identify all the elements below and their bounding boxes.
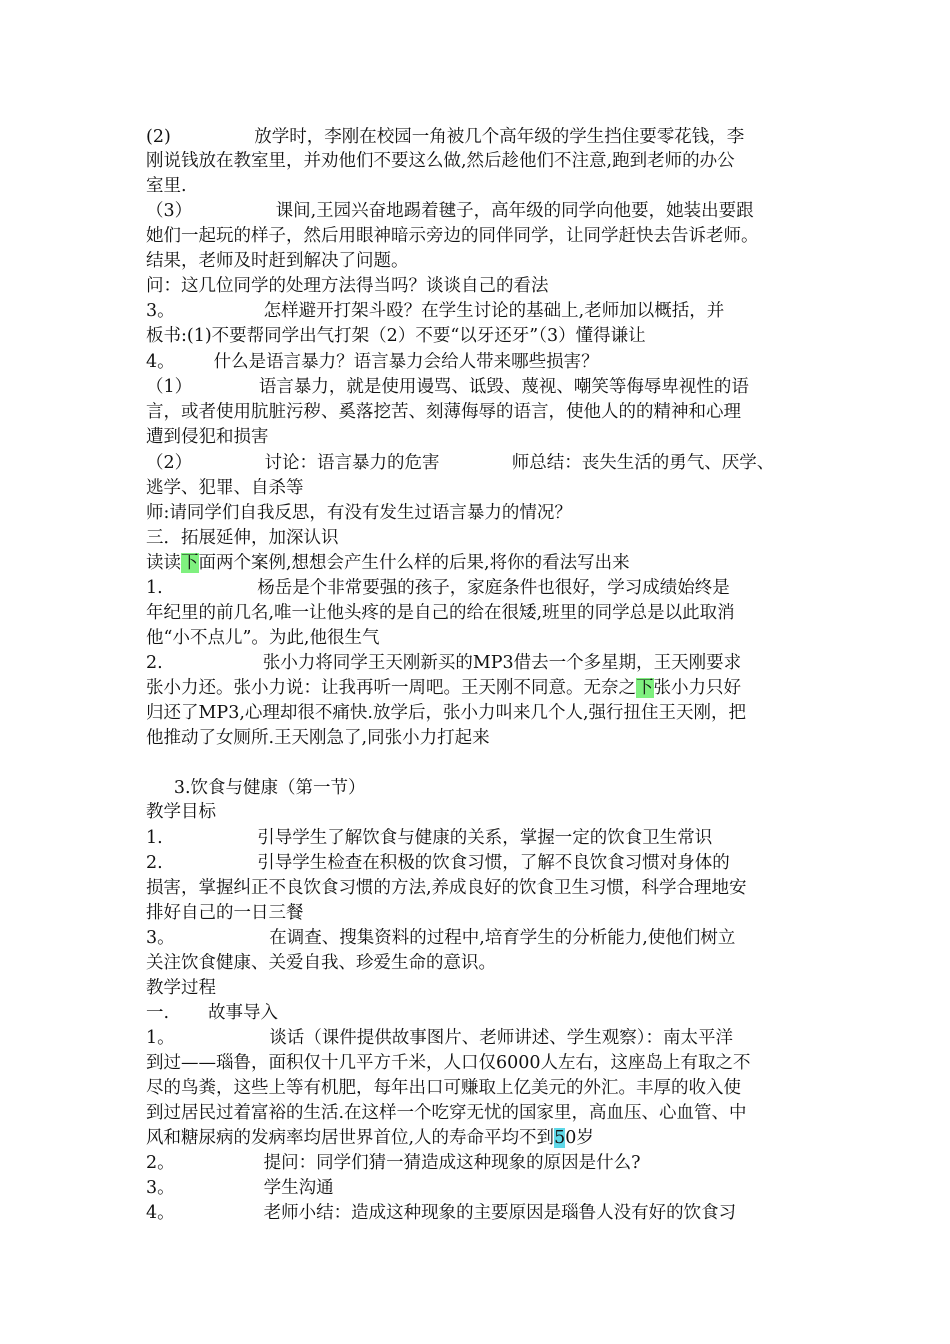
- text-line: [146, 1176, 334, 1200]
- text-line: [146, 601, 735, 625]
- line-text: 损害，掌握纠正不良饮食习惯的方法,养成良好的饮食卫生习惯，科学合理地安: [146, 878, 747, 898]
- line-text: 2。 提问：同学们猜一猜造成这种现象的原因是什么?: [146, 1153, 641, 1173]
- line-text: 3.饮食与健康（第一节）: [146, 778, 366, 798]
- text-line: [146, 1126, 594, 1150]
- line-text: 3。 怎样避开打架斗殴？在学生讨论的基础上,老师加以概括，并: [146, 301, 725, 321]
- line-text: 1. 杨岳是个非常要强的孩子，家庭条件也很好，学习成绩始终是: [146, 578, 730, 598]
- line-text: 遭到侵犯和损害: [146, 427, 269, 447]
- text-line: [146, 149, 735, 173]
- line-text: 排好自己的一日三餐: [146, 903, 304, 923]
- text-line: [146, 1201, 736, 1225]
- line-text: (2) 放学时，李刚在校园一角被几个高年级的学生挡住要零花钱，李: [146, 127, 745, 147]
- text-line: [146, 501, 572, 525]
- text-line: [146, 526, 339, 550]
- text-line: [146, 876, 747, 900]
- line-text: 2. 张小力将同学王天刚新买的MP3借去一个多星期，王天刚要求: [146, 653, 742, 673]
- line-text: 逃学、犯罪、自杀等: [146, 478, 304, 498]
- text-line: [146, 926, 735, 950]
- line-text: 问：这几位同学的处理方法得当吗？谈谈自己的看法: [146, 276, 549, 296]
- line-text: 归还了MP3,心理却很不痛快.放学后，张小力叫来几个人,强行扭住王天刚，把: [146, 703, 747, 723]
- text-line: [146, 224, 759, 248]
- highlighted-text: 5: [554, 1128, 566, 1148]
- line-text: 师:请同学们自我反思，有没有发生过语言暴力的情况？: [146, 503, 572, 523]
- line-text: 年纪里的前几名,唯一让他头疼的是自己的给在很矮,班里的同学总是以此取消: [146, 603, 735, 623]
- line-text: 1。 谈话（课件提供故事图片、老师讲述、学生观察）：南太平洋: [146, 1028, 733, 1048]
- line-text: 教学目标: [146, 802, 216, 822]
- text-line: [146, 425, 269, 449]
- line-text: 到过居民过着富裕的生活.在这样一个吃穿无忧的国家里，高血压、心血管、中: [146, 1103, 747, 1123]
- line-text: 风和糖尿病的发病率均居世界首位,人的寿命平均不到: [146, 1128, 555, 1148]
- text-line: [146, 851, 730, 875]
- line-text: 4。 什么是语言暴力？语言暴力会给人带来哪些损害？: [146, 352, 599, 372]
- line-text: （1） 语言暴力，就是使用谩骂、诋毁、蔑视、嘲笑等侮辱卑视性的语: [146, 377, 749, 397]
- line-text: 0岁: [565, 1128, 594, 1148]
- line-text: 尽的鸟粪，这些上等有机肥，每年出口可赚取上亿美元的外汇。丰厚的收入使: [146, 1078, 741, 1098]
- line-text: 2. 引导学生检查在积极的饮食习惯，了解不良饮食习惯对身体的: [146, 853, 730, 873]
- line-text: 关注饮食健康、关爱自我、珍爱生命的意识。: [146, 953, 496, 973]
- text-line: [146, 174, 187, 198]
- line-text: （3） 课间,王园兴奋地踢着毽子，高年级的同学向他要，她装出要跟: [146, 201, 754, 221]
- text-line: [146, 324, 646, 348]
- line-text: 她们一起玩的样子，然后用眼神暗示旁边的同伴同学，让同学赶快去告诉老师。: [146, 226, 759, 246]
- text-line: [146, 451, 774, 475]
- line-text: 到过——瑙鲁，面积仅十几平方千米，人口仅6000人左右，这座岛上有取之不: [146, 1053, 751, 1073]
- highlighted-text: 下: [181, 553, 199, 573]
- line-text: 张小力还。张小力说：让我再听一周吧。王天刚不同意。无奈之: [146, 678, 636, 698]
- line-text: 言，或者使用肮脏污秽、奚落挖苦、刻薄侮辱的语言，使他人的的精神和心理: [146, 402, 741, 422]
- text-line: [146, 299, 724, 323]
- line-text: 张小力只好: [653, 678, 741, 698]
- line-text: 读读: [146, 553, 181, 573]
- text-line: [146, 274, 549, 298]
- line-text: 他“小不点儿”。为此,他很生气: [146, 628, 380, 648]
- text-line: [146, 1001, 278, 1025]
- line-text: 他推动了女厕所.王天刚急了,同张小力打起来: [146, 728, 490, 748]
- line-text: 三．拓展延伸，加深认识: [146, 528, 339, 548]
- line-text: 刚说钱放在教室里，并劝他们不要这么做,然后趁他们不注意,跑到老师的办公: [146, 151, 735, 171]
- text-line: [146, 125, 744, 149]
- line-text: 面两个案例,想想会产生什么样的后果,将你的看法写出来: [198, 553, 630, 573]
- text-line: [146, 1101, 747, 1125]
- text-line: [146, 951, 496, 975]
- line-text: 室里.: [146, 176, 187, 196]
- line-text: 一. 故事导入: [146, 1003, 279, 1023]
- text-line: [146, 1026, 733, 1050]
- text-line: [146, 375, 749, 399]
- text-line: [146, 976, 216, 1000]
- line-text: （2） 讨论：语言暴力的危害 师总结：丧失生活的勇气、厌学、: [146, 453, 775, 473]
- text-line: [146, 901, 304, 925]
- text-line: [146, 701, 746, 725]
- line-text: 1. 引导学生了解饮食与健康的关系，掌握一定的饮食卫生常识: [146, 828, 713, 848]
- text-line: [146, 651, 741, 675]
- line-text: 3。 学生沟通: [146, 1178, 334, 1198]
- text-line: [146, 249, 409, 273]
- text-line: [146, 576, 730, 600]
- text-line: [146, 776, 366, 800]
- text-line: [146, 626, 379, 650]
- line-text: 结果，老师及时赶到解决了问题。: [146, 251, 409, 271]
- text-line: [146, 350, 599, 374]
- highlighted-text: 下: [636, 678, 654, 698]
- line-text: 教学过程: [146, 978, 216, 998]
- line-text: 3。 在调查、搜集资料的过程中,培育学生的分析能力,使他们树立: [146, 928, 736, 948]
- text-line: [146, 551, 630, 575]
- line-text: 板书:(1)不要帮同学出气打架（2）不要“以牙还牙”（3）懂得谦让: [146, 326, 646, 346]
- text-line: [146, 726, 490, 750]
- text-line: [146, 1151, 641, 1175]
- text-line: [146, 199, 754, 223]
- text-line: [146, 800, 216, 824]
- line-text: 4。 老师小结：造成这种现象的主要原因是瑙鲁人没有好的饮食习: [146, 1203, 737, 1223]
- text-line: [146, 1051, 751, 1075]
- text-line: [146, 826, 712, 850]
- text-line: [146, 676, 741, 700]
- text-line: [146, 400, 741, 424]
- text-line: [146, 476, 304, 500]
- text-line: [146, 1076, 741, 1100]
